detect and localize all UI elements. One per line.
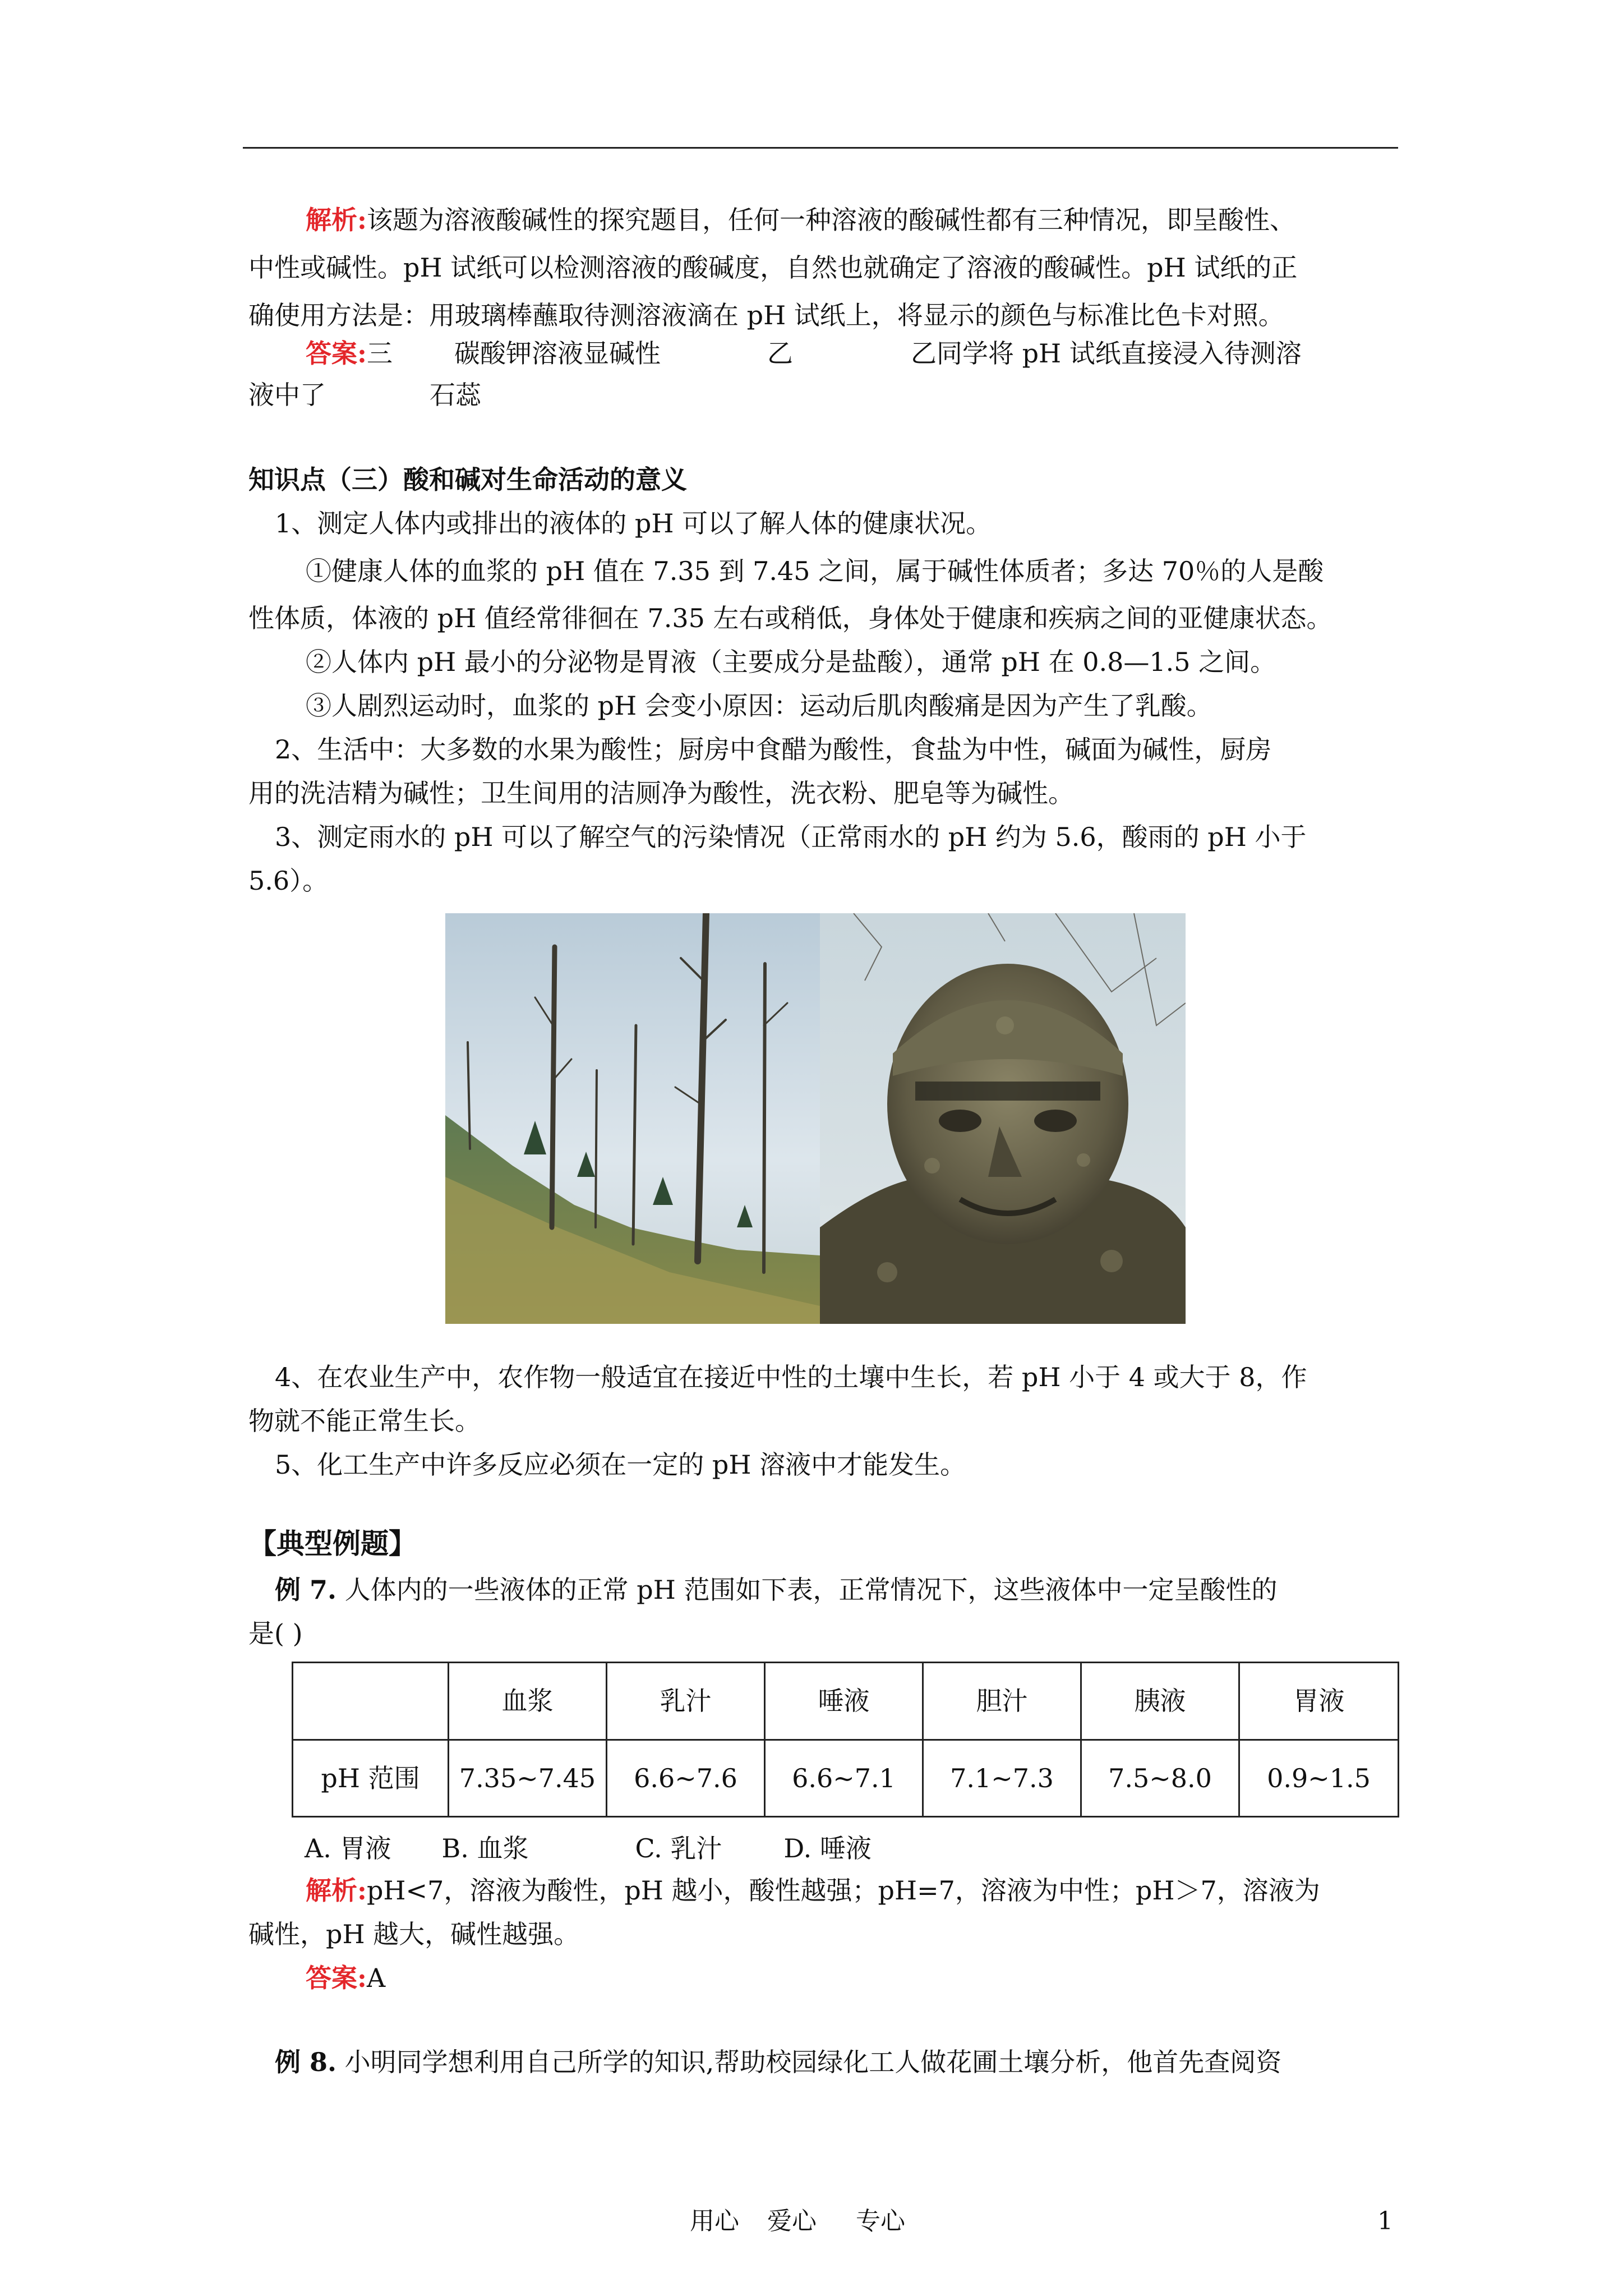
answer-label: 答案: <box>306 1963 367 1993</box>
footer-motto-word: 爱心 <box>767 2207 817 2235</box>
footer-motto <box>690 2199 905 2244</box>
kp-item: 5.6）。 <box>248 866 329 896</box>
table-cell: 7.1~7.3 <box>923 1740 1081 1817</box>
table-header-cell: 胰液 <box>1081 1663 1239 1740</box>
kp-item: 用的洗洁精为碱性；卫生间用的洁厕净为酸性，洗衣粉、肥皂等为碱性。 <box>248 778 1074 808</box>
example-7-answer <box>306 1955 385 2000</box>
examples-heading: 【典型例题】 <box>248 1527 417 1560</box>
kp-item: 1、测定人体内或排出的液体的 pH 可以了解人体的健康状况。 <box>275 508 992 539</box>
kp-subitem: ②人体内 pH 最小的分泌物是胃液（主要成分是盐酸），通常 pH 在 0.8—1.5 之间。 <box>306 647 1276 677</box>
footer-motto-word: 用心 <box>690 2207 739 2235</box>
question-text: 人体内的一些液体的正常 pH 范围如下表，正常情况下，这些液体中一定呈酸性的 <box>344 1575 1278 1605</box>
eroded-statue-photo <box>820 913 1186 1324</box>
kp-item: 5、化工生产中许多反应必须在一定的 pH 溶液中才能发生。 <box>275 1450 966 1480</box>
table-header-cell: 胃液 <box>1239 1663 1399 1740</box>
analysis-paragraph-line <box>306 197 1295 242</box>
footer-motto-word: 专心 <box>856 2207 905 2235</box>
kp-item: 物就不能正常生长。 <box>248 1406 481 1436</box>
answer-part: 液中了 <box>248 380 326 410</box>
example-7-question <box>275 1567 1277 1612</box>
option-b: B. 血浆 <box>441 1833 529 1864</box>
option-d: D. 唾液 <box>783 1833 872 1864</box>
table-corner-cell <box>293 1663 449 1740</box>
kp-subitem: 性体质，体液的 pH 值经常徘徊在 7.35 左右或稍低，身体处于健康和疾病之间的亚健康状态。 <box>248 603 1332 633</box>
table-cell: 0.9~1.5 <box>1239 1740 1399 1817</box>
answer-part: 碳酸钾溶液显碱性 <box>454 338 661 369</box>
table-header-cell: 血浆 <box>449 1663 607 1740</box>
analysis-text: 该题为溶液酸碱性的探究题目，任何一种溶液的酸碱性都有三种情况，即呈酸性、 <box>366 205 1295 235</box>
answer-line <box>306 331 1302 376</box>
answer-part: 石蕊 <box>430 380 481 410</box>
kp-subitem: ③人剧烈运动时，血浆的 pH 会变小原因：运动后肌肉酸痛是因为产生了乳酸。 <box>306 691 1212 721</box>
analysis-label: 解析: <box>306 1875 367 1906</box>
option-a: A. 胃液 <box>305 1833 391 1864</box>
table-cell: 6.6~7.6 <box>607 1740 765 1817</box>
example-label: 例 8. <box>275 2047 337 2077</box>
table-header-row <box>293 1663 1399 1740</box>
answer-part: 乙同学将 pH 试纸直接浸入待测溶 <box>910 338 1302 369</box>
kp-item: 3、测定雨水的 pH 可以了解空气的污染情况（正常雨水的 pH 约为 5.6，酸雨的 pH 小于 <box>275 822 1307 852</box>
table-cell: 7.5~8.0 <box>1081 1740 1239 1817</box>
analysis-paragraph-line: 确使用方法是：用玻璃棒蘸取待测溶液滴在 pH 试纸上，将显示的颜色与标准比色卡对照。 <box>248 300 1284 330</box>
example-label: 例 7. <box>275 1575 337 1605</box>
example-7-analysis <box>306 1868 1320 1913</box>
dead-forest-photo <box>445 913 820 1324</box>
answer-line <box>248 372 481 417</box>
option-c: C. 乳汁 <box>635 1833 722 1864</box>
answer-part: 三 <box>366 338 393 369</box>
answer-label: 答案: <box>306 338 367 369</box>
table-header-cell: 胆汁 <box>923 1663 1081 1740</box>
question-text: 小明同学想利用自己所学的知识,帮助校园绿化工人做花圃土壤分析，他首先查阅资 <box>344 2047 1282 2077</box>
example-7-question: 是( ) <box>248 1618 303 1649</box>
analysis-paragraph-line: 中性或碱性。pH 试纸可以检测溶液的酸碱度，自然也就确定了溶液的酸碱性。pH 试纸的正 <box>248 252 1298 283</box>
table-row <box>293 1740 1399 1817</box>
table-header-cell: 乳汁 <box>607 1663 765 1740</box>
table-cell: 7.35~7.45 <box>449 1740 607 1817</box>
table-row-label: pH 范围 <box>293 1740 449 1817</box>
analysis-text: pH<7，溶液为酸性，pH 越小，酸性越强；pH=7，溶液为中性；pH＞7，溶液为 <box>366 1875 1320 1906</box>
table-cell: 6.6~7.1 <box>765 1740 923 1817</box>
section-title: 知识点（三）酸和碱对生命活动的意义 <box>248 464 687 495</box>
answer-value: A <box>366 1963 386 1993</box>
answer-part: 乙 <box>767 338 793 369</box>
kp-item: 2、生活中：大多数的水果为酸性；厨房中食醋为酸性，食盐为中性，碱面为碱性，厨房 <box>275 734 1272 765</box>
answer-options <box>305 1826 872 1871</box>
example-7-analysis: 碱性，pH 越大，碱性越强。 <box>248 1919 580 1949</box>
kp-subitem: ①健康人体的血浆的 pH 值在 7.35 到 7.45 之间，属于碱性体质者；多达 70％的人是酸 <box>306 556 1324 586</box>
analysis-label: 解析: <box>306 205 367 235</box>
table-header-cell: 唾液 <box>765 1663 923 1740</box>
example-8-question <box>275 2040 1281 2085</box>
kp-item: 4、在农业生产中，农作物一般适宜在接近中性的土壤中生长，若 pH 小于 4 或大于 8，作 <box>275 1362 1307 1392</box>
page-number: 1 <box>1377 2207 1393 2235</box>
ph-range-table <box>292 1662 1399 1818</box>
header-rule <box>243 147 1398 149</box>
